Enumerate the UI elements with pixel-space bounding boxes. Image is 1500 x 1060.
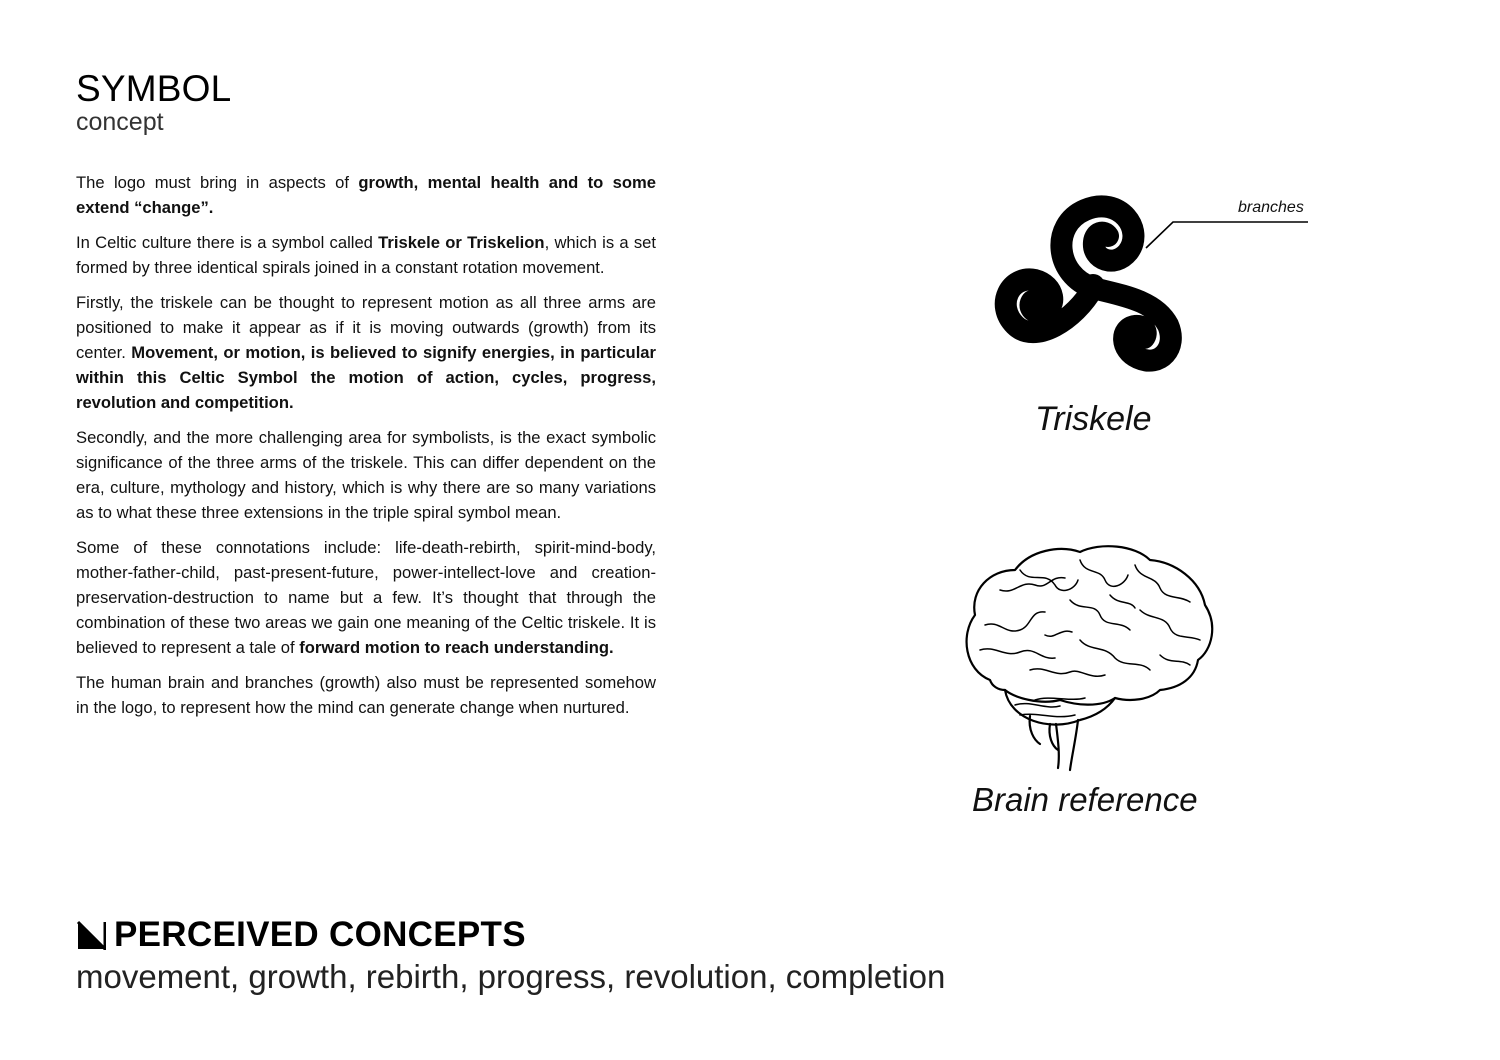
body-paragraph (76, 670, 656, 720)
body-paragraph (76, 290, 656, 415)
triskele-arm-right (1093, 288, 1171, 361)
page-header (76, 68, 231, 134)
cerebellum-outline (1005, 690, 1115, 725)
body-text-run: , which is a set formed by three identical spirals joined in a constant rotation movement. (76, 233, 656, 277)
body-paragraph (76, 425, 656, 525)
body-paragraph (76, 230, 656, 280)
perceived-concepts-section (76, 915, 945, 997)
body-text-run: In Celtic culture there is a symbol called (76, 233, 379, 252)
body-text-run: Some of these connotations include: life-death-rebirth, spirit-mind-body, mother-father-child, past-present-future, power-intellect-love and creation-preservation-destruction to name but a few. It’s thought that through the combination of these two areas we gain one meaning of the Celtic triskele. It is believed to represent a tale of (76, 538, 656, 657)
triskele-caption: Triskele (1035, 400, 1152, 438)
emphasis-text: Triskele or Triskelion (378, 233, 545, 252)
corner-logo-icon (76, 920, 106, 950)
perceived-concepts-title: PERCEIVED CONCEPTS (114, 915, 526, 954)
body-text-run: The logo must bring in aspects of (76, 173, 359, 192)
page-title: SYMBOL (76, 68, 232, 109)
brain-figure (960, 540, 1220, 772)
body-text-run: The human brain and branches (growth) also must be represented somehow in the logo, to represent how the mind can generate change when nurtured. (76, 673, 656, 717)
brain-caption: Brain reference (972, 781, 1198, 818)
triskele-center (1081, 274, 1105, 298)
body-text-run: Secondly, and the more challenging area for symbolists, is the exact symbolic significance of the three arms of the triskele. This can differ dependent on the era, culture, mythology and history, which is why there are so many variations as to what these three extensions in the triple spiral symbol mean. (76, 428, 656, 522)
brain-icon (960, 540, 1220, 772)
emphasis-text: growth, mental health and to some extend “change”. (76, 173, 656, 217)
brain-stem (1056, 720, 1078, 770)
body-paragraph (76, 535, 656, 660)
page-subtitle: concept (76, 108, 164, 136)
emphasis-text: Movement, or motion, is believed to signify energies, in particular within this Celtic Symbol the motion of action, cycles, progress, revolution and competition. (76, 343, 656, 412)
perceived-concepts-list: movement, growth, rebirth, progress, revolution, completion (76, 958, 946, 995)
body-paragraph (76, 170, 656, 220)
emphasis-text: forward motion to reach understanding. (299, 638, 614, 657)
concept-body (76, 170, 656, 730)
branches-leader-line (1146, 222, 1308, 248)
body-text-run: Firstly, the triskele can be thought to represent motion as all three arms are positioned to make it appear as if it is moving outwards (growth) from its center. (76, 293, 656, 362)
branches-annotation: branches (1238, 199, 1304, 216)
